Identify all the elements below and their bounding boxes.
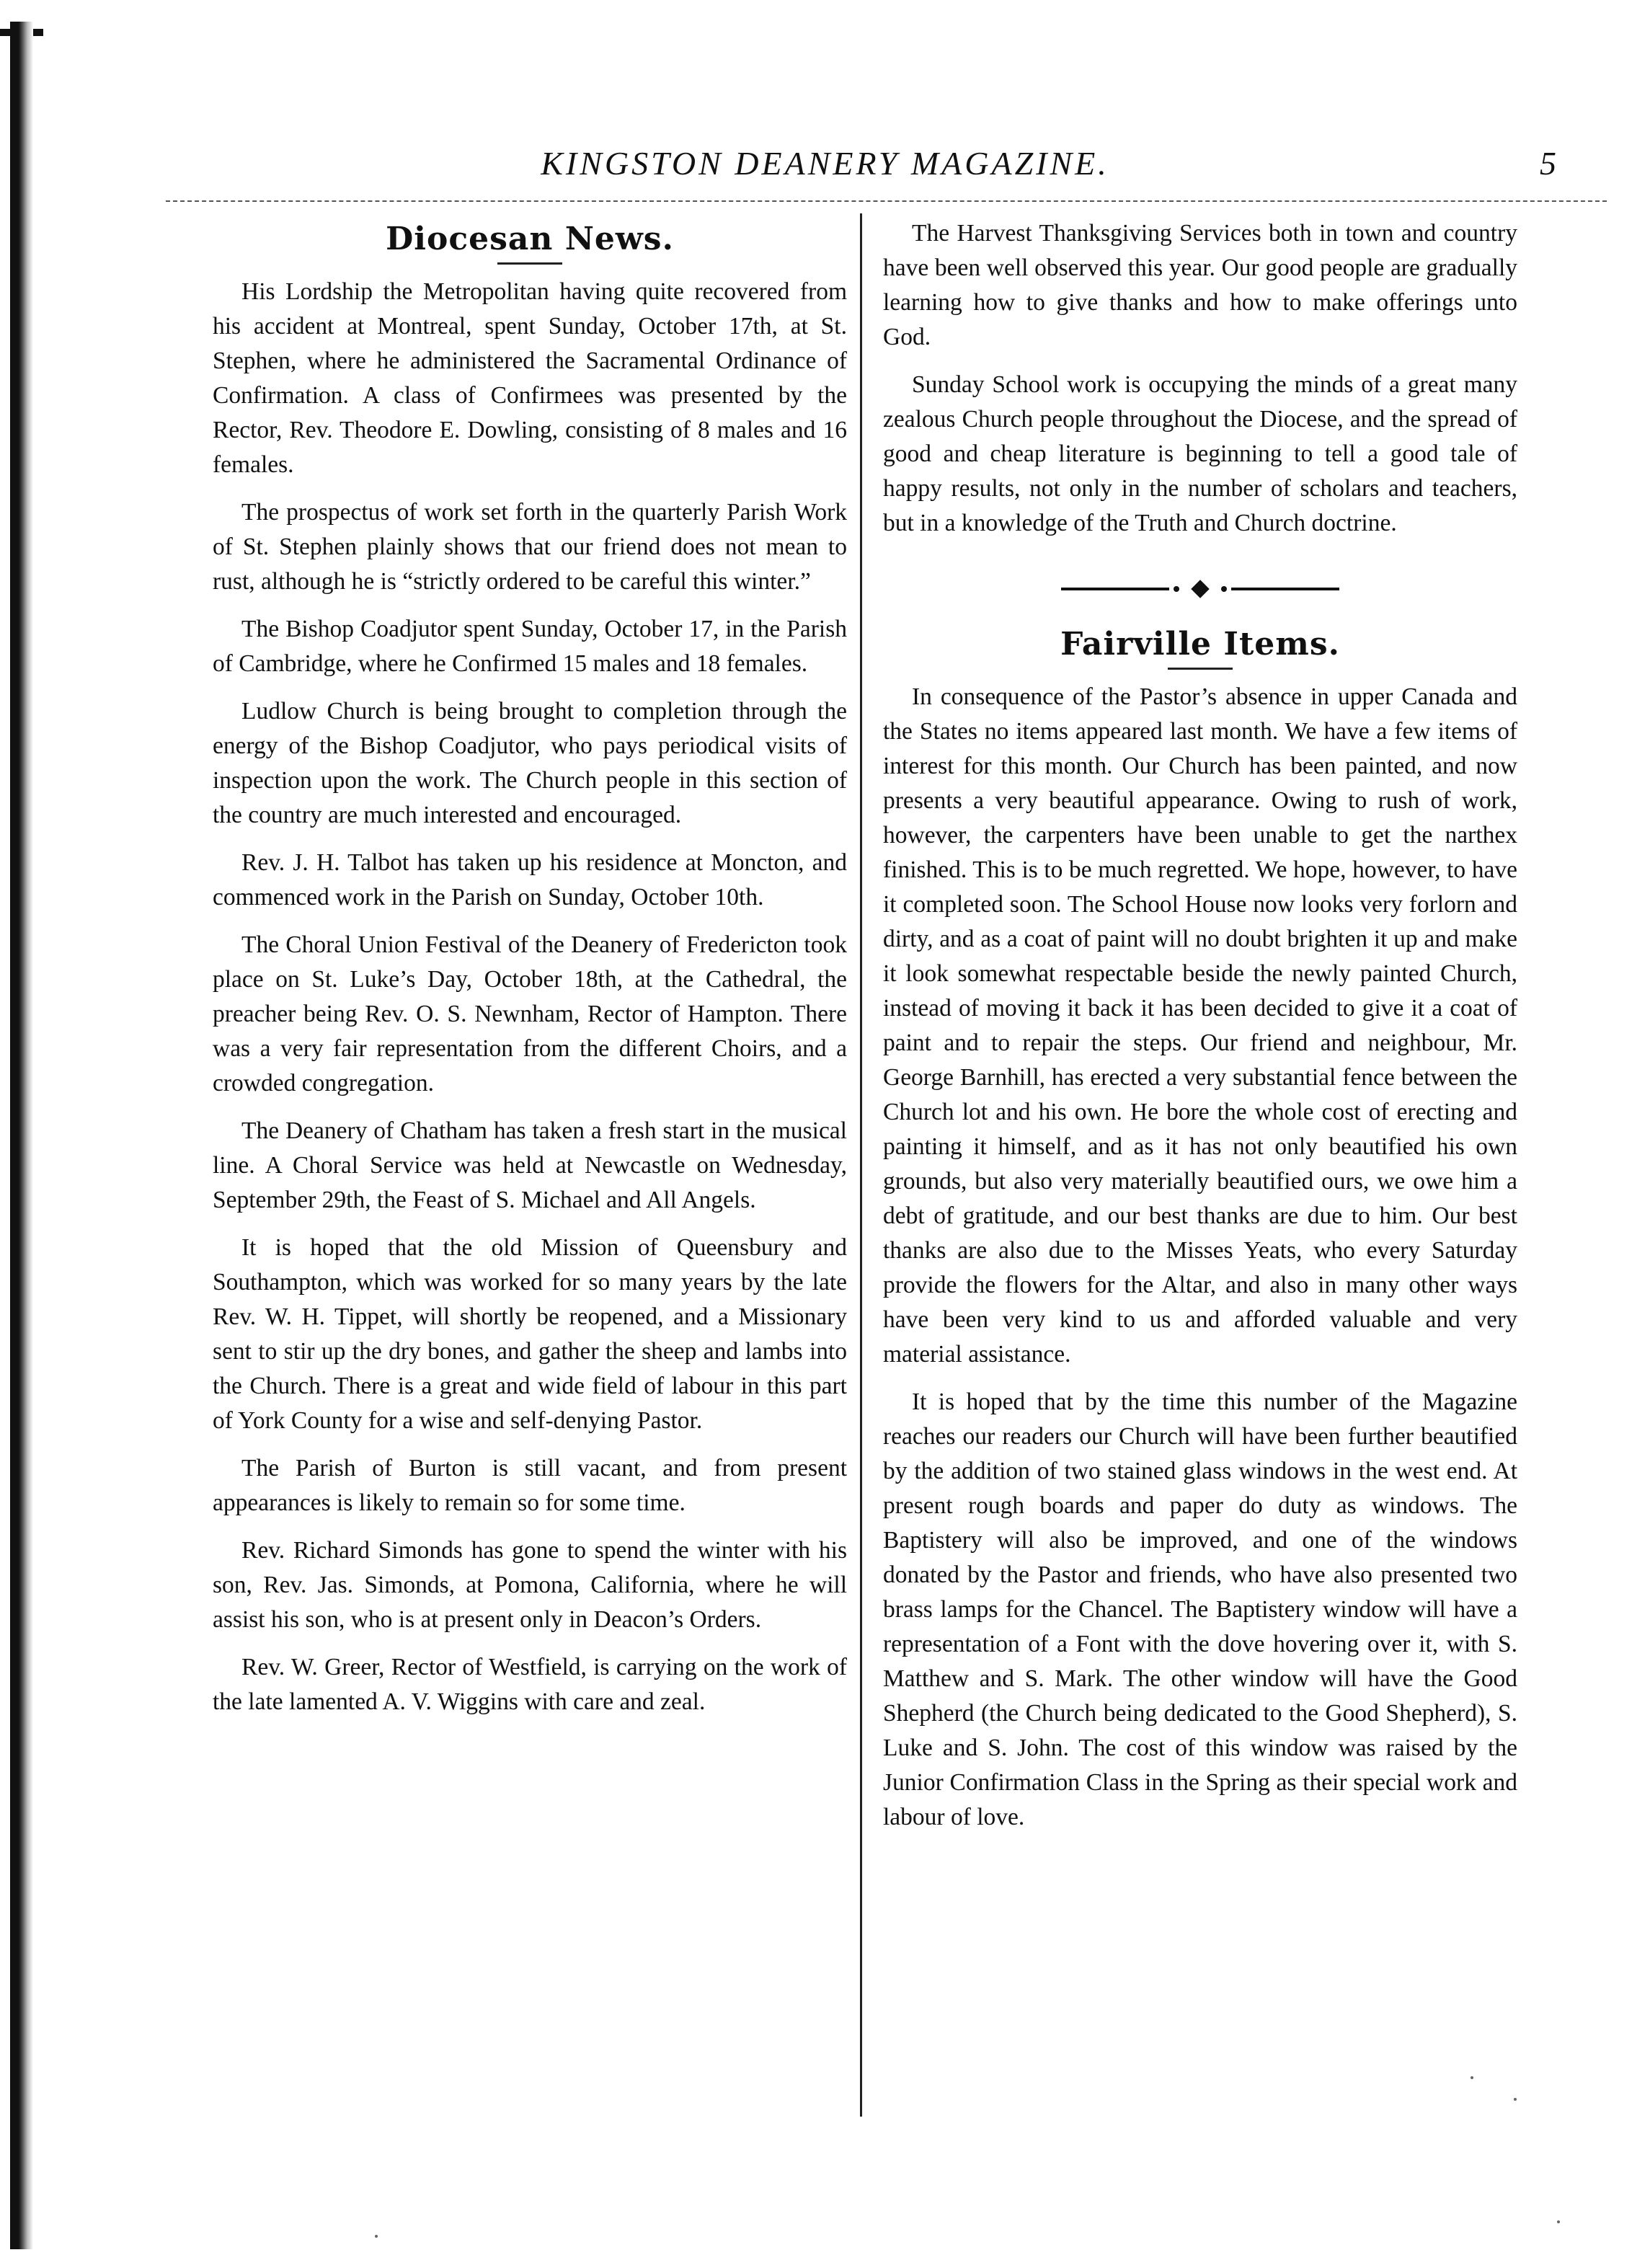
page-header [43, 144, 1607, 195]
items-paragraph: In consequence of the Pastor’s absence in upper Canada and the States no items appeared last month. We have a few items of interest for this month. Our Church has been painted, and now presents a very beautiful appearance. Owing to rush of work, however, the carpenters have been unable to get the narthex finished. This is to be much regretted. We hope, however, to have it completed soon. The School House now looks very forlorn and dirty, and as a coat of paint will no doubt brighten it up and make it look somewhat respectable beside the newly painted Church, instead of moving it back it has been decided to give it a coat of paint and to repair the steps. Our friend and neighbour, Mr. George Barnhill, has erected a very substantial fence between the Church lot and his own. He bore the whole cost of erecting and painting it himself, and as it has not only beautified his own grounds, but also very materially beautified ours, we owe him a debt of gratitude, and our best thanks are due to him. Our best thanks are also due to the Misses Yeats, who every Saturday provide the flowers for the Altar, and also in many other ways have been very kind to us and afforded valuable and very material assistance. [883, 683, 1517, 1368]
section-title-diocesan-news: Diocesan News. [386, 221, 674, 257]
title-rule [497, 262, 562, 265]
news-paragraph: The prospectus of work set forth in the quarterly Parish Work of St. Stephen plainly shows that our friend does not mean to rust, although he is “strictly ordered to be careful this winter.” [213, 499, 847, 595]
left-column [213, 216, 847, 1732]
news-paragraph: The Bishop Coadjutor spent Sunday, October 17, in the Parish of Cambridge, where he Confirmed 15 males and 18 females. [213, 616, 847, 677]
news-paragraph: Rev. W. Greer, Rector of Westfield, is carrying on the work of the late lamented A. V. Wiggins with care and zeal. [213, 1654, 847, 1715]
news-paragraph: It is hoped that the old Mission of Queensbury and Southampton, which was worked for so many years by the late Rev. W. H. Tippet, will shortly be reopened, and a Missionary sent to stir up the dry bones, and gather the sheep and lambs into the Church. There is a great and wide field of labour in this part of York County for a wise and self-denying Pastor. [213, 1234, 847, 1434]
page-binding-edge [10, 22, 33, 2249]
page-number: 5 [1540, 145, 1556, 182]
print-speck [1514, 2098, 1517, 2101]
print-speck [375, 2235, 378, 2238]
news-paragraph: The Choral Union Festival of the Deanery of Fredericton took place on St. Luke’s Day, October 18th, at the Cathedral, the preacher being Rev. O. S. Newnham, Rector of Hampton. There was a very fair representation from the different Choirs, and a crowded congregation. [213, 931, 847, 1097]
print-speck [1471, 2076, 1473, 2079]
right-column [883, 216, 1517, 1848]
running-title: KINGSTON DEANERY MAGAZINE. [541, 145, 1109, 182]
intro-paragraph: Sunday School work is occupying the minds of a great many zealous Church people throughout the Diocese, and the spread of good and cheap literature is beginning to tell a good tale of happy results, not only in the number of scholars and teachers, but in a knowledge of the Truth and Church doctrine. [883, 371, 1517, 536]
news-paragraph: The Deanery of Chatham has taken a fresh start in the musical line. A Choral Service was held at Newcastle on Wednesday, September 29th, the Feast of S. Michael and All Angels. [213, 1117, 847, 1213]
intro-paragraph: The Harvest Thanksgiving Services both in town and country have been well observed this year. Our good people are gradually learning how to give thanks and how to make offerings unto God. [883, 220, 1517, 350]
news-paragraph: Rev. J. H. Talbot has taken up his residence at Moncton, and commenced work in the Parish on Sunday, October 10th. [213, 849, 847, 911]
title-rule [1168, 668, 1233, 670]
section-ornament-divider [883, 582, 1517, 595]
column-divider [860, 213, 862, 2117]
news-paragraph: Ludlow Church is being brought to completion through the energy of the Bishop Coadjutor, who pays periodical visits of inspection upon the work. The Church people in this section of the country are much interested and encouraged. [213, 698, 847, 828]
news-paragraph: His Lordship the Metropolitan having quite recovered from his accident at Montreal, spent Sunday, October 17th, at St. Stephen, where he administered the Sacramental Ordinance of Confirmation. A class of Confirmees was presented by the Rector, Rev. Theodore E. Dowling, consisting of 8 males and 16 females. [213, 278, 847, 478]
header-rule [166, 200, 1607, 202]
items-paragraph: It is hoped that by the time this number of the Magazine reaches our readers our Church will have been further beautified by the addition of two stained glass windows in the west end. At present rough boards and paper do duty as windows. The Baptistery will also be improved, and one of the windows donated by the Pastor and friends, who have also presented two brass lamps for the Chancel. The Baptistery window will have a representation of a Font with the dove hovering over it, with S. Matthew and S. Mark. The other window will have the Good Shepherd (the Church being dedicated to the Good Shepherd), S. Luke and S. John. The cost of this window was raised by the Junior Confirmation Class in the Spring as their special work and labour of love. [883, 1388, 1517, 1830]
news-paragraph: The Parish of Burton is still vacant, and from present appearances is likely to remain so for some time. [213, 1455, 847, 1516]
news-paragraph: Rev. Richard Simonds has gone to spend the winter with his son, Rev. Jas. Simonds, at Pomona, California, where he will assist his son, who is at present only in Deacon’s Orders. [213, 1537, 847, 1633]
print-speck [1557, 2220, 1560, 2223]
section-title-fairville-items: Fairville Items. [1060, 626, 1340, 663]
